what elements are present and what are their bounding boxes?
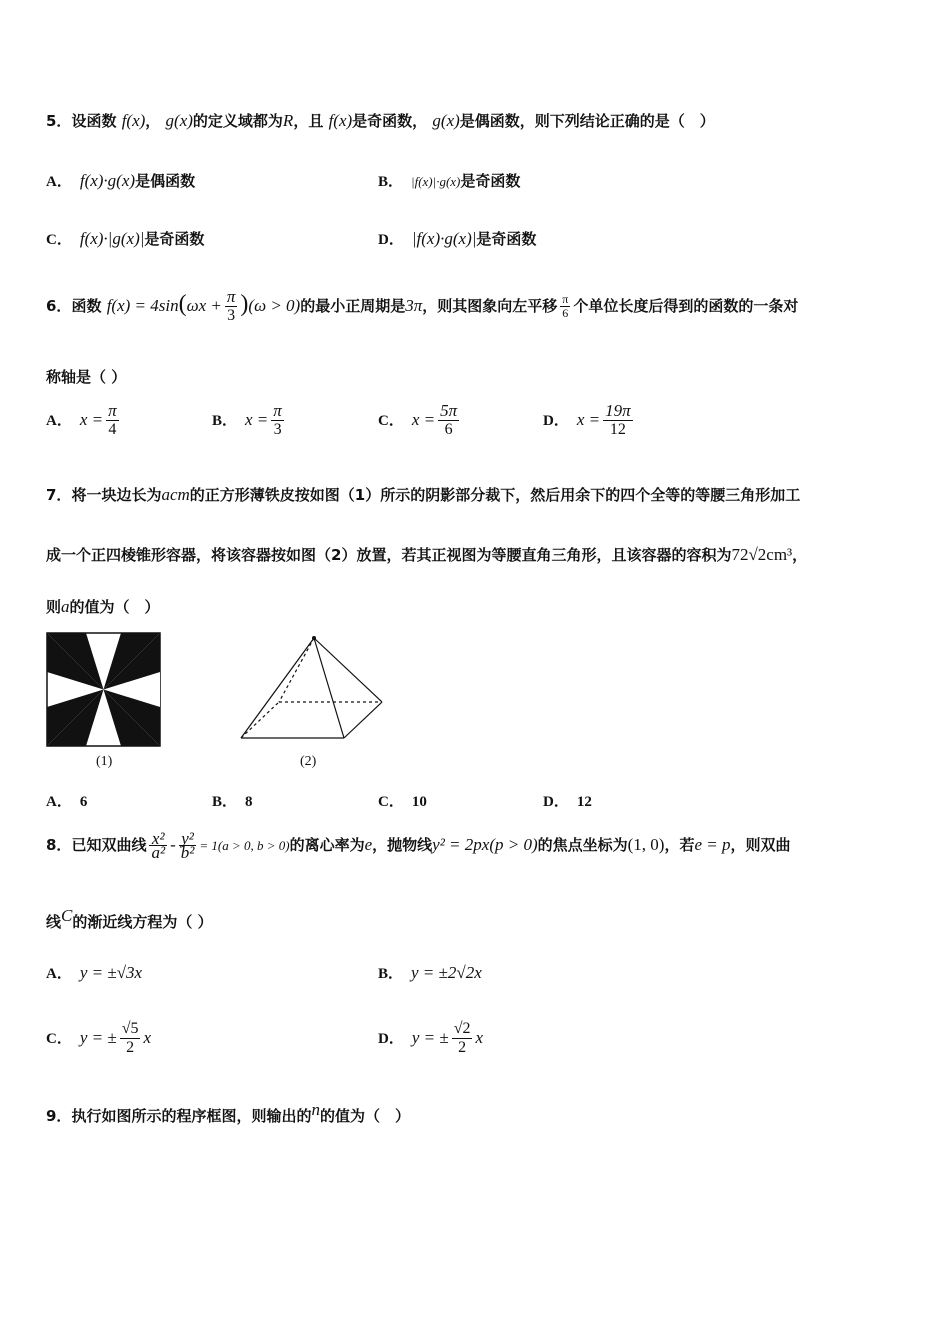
q5-option-a[interactable]: A． f(x)·g(x)是偶函数 (46, 171, 196, 190)
q8-option-b[interactable]: B． y = ±2√2x (378, 963, 482, 982)
q6-option-b[interactable]: B． x = $\frac{\pi}{3}$ (212, 401, 282, 438)
q7-option-d[interactable]: D． 12 (543, 794, 592, 810)
q8-option-a[interactable]: A． y = ±√3x (46, 963, 143, 982)
q8-option-c[interactable]: C． y = ± $\frac{√5}{2}$ x (46, 1020, 152, 1056)
q5-option-d[interactable]: D． |f(x)·g(x)|是奇函数 (378, 229, 537, 248)
q6-stem: 6．函数 f(x) = 4sin(ωx + $\frac{\pi}{3}$ )(ω > 0)的最小正周期是3π，则其图象向左平移 $\frac{\pi}{6}$ 个单位长度后得到的函数的一条对 (46, 287, 799, 324)
q5-option-c[interactable]: C． f(x)·|g(x)|是奇函数 (46, 229, 205, 248)
q6-stem-cont: 称轴是（ ） (46, 368, 127, 386)
q8-stem: 8．已知双曲线 $\frac{\text{x²}}{\text{a²}}$ - $\frac{\text{y²}}{\text{b²}}$ = 1(a > 0, b > 0)的离心率为e，抛物线y² = 2px(p > 0)的焦点坐标为(1, 0)，若e = p，则双曲 (46, 829, 791, 862)
q6-option-d[interactable]: D． x = $\frac{19\pi}{12}$ (543, 401, 631, 438)
q5-f-ref: f(x) (328, 111, 353, 130)
q5-stem: 5．设函数 f(x)， g(x)的定义域都为R，且 f(x)是奇函数， g(x)是偶函数，则下列结论正确的是（ ） (46, 111, 715, 130)
q7-option-a[interactable]: A． 6 (46, 794, 88, 810)
figure-1-caption: (1) (96, 754, 113, 769)
q8-option-d[interactable]: D． y = ± $\frac{√2}{2}$ x (378, 1020, 484, 1056)
q8-stem-2: 线C的渐近线方程为（ ） (46, 906, 213, 931)
q7-stem-2: 成一个正四棱锥形容器，将该容器按如图（2）放置，若其正视图为等腰直角三角形，且该容器的容积为72√2cm³， (46, 545, 808, 564)
figure-2-caption: (2) (300, 754, 317, 769)
q7-stem: 7．将一块边长为acm的正方形薄铁皮按如图（1）所示的阴影部分裁下，然后用余下的四个全等的等腰三角形加工 (46, 485, 801, 504)
q7-option-c[interactable]: C． 10 (378, 794, 427, 810)
q6-option-c[interactable]: C． x = $\frac{5\pi}{6}$ (378, 401, 458, 438)
figure-2-pyramid (236, 632, 386, 744)
q7-stem-3: 则a的值为（ ） (46, 597, 160, 616)
q7-option-b[interactable]: B． 8 (212, 794, 253, 810)
q5-g-ref: g(x) (432, 111, 460, 130)
q6-option-a[interactable]: A． x = $\frac{\pi}{4}$ (46, 401, 117, 438)
figure-1-square (46, 632, 162, 748)
q9-stem: 9．执行如图所示的程序框图，则输出的n的值为（ ） (46, 1100, 410, 1125)
q5-option-b[interactable]: B． |f(x)|·g(x)是奇函数 (378, 172, 521, 190)
